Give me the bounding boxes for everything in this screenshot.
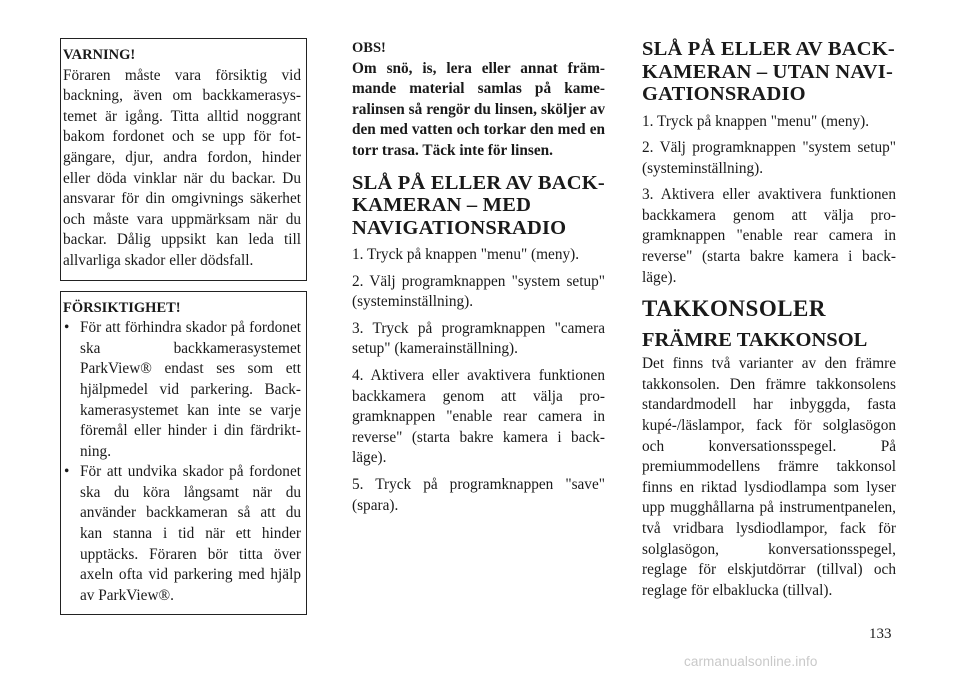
section-body: Det finns två varianter av den främre takkonsolen. Den främre takkonsolens standardmodell har inbyggda, fasta kupé-/läslampor, fack för solglasögon och konversationsspegel. På premiummodellens främre takkonsol finns en riktad lysdiodlampa som lyser upp mugghållarna på instrumentpanelen, två vridbara lysdiodlampor, fack för solglasögon, konversationsspegel, reglage för elskjutdörrar (tillval) och reglage för elbaklucka (tillval).: [642, 355, 896, 599]
step-item: 1. Tryck på knappen "menu" (meny).: [642, 112, 870, 130]
step-item: 3. Tryck på programknappen "camera setup" (kamerainställning).: [352, 319, 605, 358]
caution-list: [63, 318, 301, 606]
warning-title: VARNING!: [63, 47, 136, 63]
note-text: Om snö, is, lera eller annat främmande material samlas på kameralinsen så rengör du linsen, sköljer av den med vatten och torkar den med en torr trasa. Täck inte för linsen.: [352, 59, 605, 159]
step-item: 2. Välj programknappen "system setup" (systeminställning).: [642, 139, 896, 177]
without-nav-steps: [642, 112, 896, 289]
caution-box: [60, 291, 307, 616]
section-title: TAKKONSOLER: [642, 296, 826, 322]
warning-text: Föraren måste vara försiktig vid backning, även om backkamerasystemet är igång. Titta alltid noggrant bakom fordonet och se upp för fotgängare, djur, andra fordon, hinder eller döda vinklar när du backar. Du ansvarar för din omgivnings säkerhet och måste vara uppmärksam när du backar. Dålig uppsikt kan leda till allvarliga skador eller dödsfall.: [63, 66, 301, 269]
step-item: 3. Aktivera eller avaktivera funktionen backkamera genom att välja programknappen "enable rear camera in reverse" (starta bakre kamera i backläge).: [642, 186, 896, 286]
step-item: 5. Tryck på programknappen "save" (spara).: [352, 476, 605, 514]
warning-box: [60, 38, 307, 281]
note-block: [352, 38, 605, 162]
with-nav-steps: [352, 245, 605, 516]
left-column: [60, 38, 307, 615]
watermark: carmanualsonline.info: [684, 654, 818, 669]
section-subtitle: FRÄMRE TAKKONSOL: [642, 329, 868, 352]
without-nav-heading: SLÅ PÅ ELLER AV BACKKAMERAN – UTAN NAVIGATIONSRADIO: [642, 38, 895, 105]
caution-title: FÖRSIKTIGHET!: [63, 299, 181, 316]
right-column: [642, 38, 896, 601]
middle-column: [352, 38, 605, 522]
caution-item: • För att förhindra skador på fordonet ska backkamerasystemet ParkView® endast ses som ett hjälpmedel vid parkering. Backkamerasystemet kan inte se varje föremål eller hinder i din färdriktning.: [63, 318, 301, 462]
note-title: OBS!: [352, 40, 386, 56]
with-nav-heading: SLÅ PÅ ELLER AV BACKKAMERAN – MED NAVIGATIONSRADIO: [352, 171, 605, 239]
step-item: 1. Tryck på knappen "menu" (meny).: [352, 246, 580, 264]
step-item: 2. Välj programknappen "system setup" (systeminställning).: [352, 272, 605, 311]
page-number: 133: [869, 626, 892, 642]
caution-item: • För att undvika skador på fordonet ska du köra långsamt när du använder backkameran så att du kan stanna i tid när ett hinder upptäcks. Föraren bör titta över axeln ofta vid parkering med hjälp av ParkView®.: [63, 462, 301, 606]
step-item: 4. Aktivera eller avaktivera funktionen backkamera genom att välja programknappen "enable rear camera in reverse" (starta bakre kamera i backläge).: [352, 367, 605, 467]
